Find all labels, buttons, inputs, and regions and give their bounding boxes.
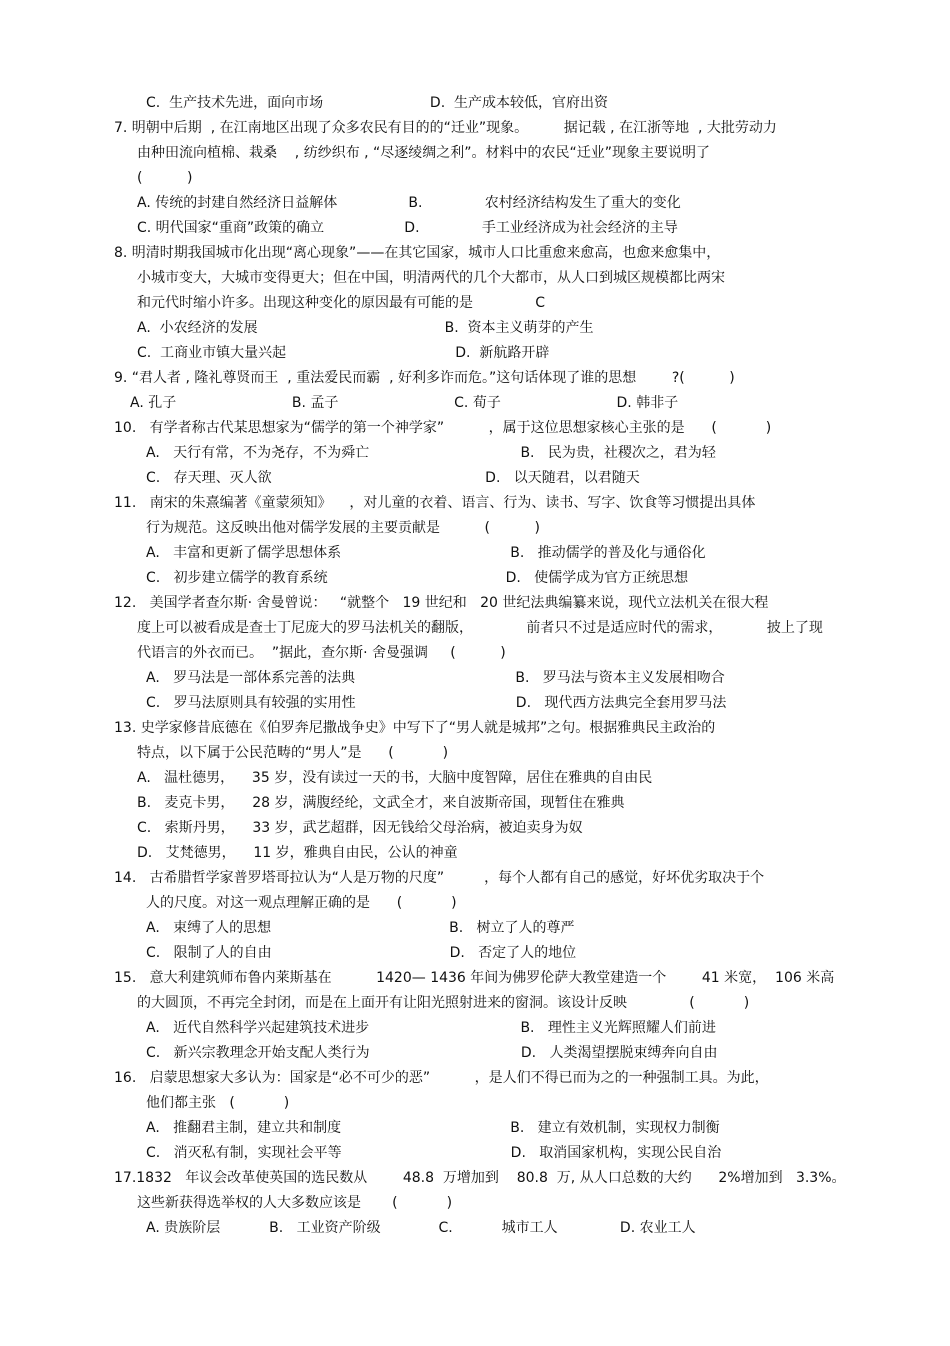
q17-stem-line2: 这些新获得选举权的人大多数应该是 ( ) bbox=[137, 1195, 453, 1211]
q8-options-ab: A. 小农经济的发展 B. 资本主义萌芽的产生 bbox=[137, 320, 594, 336]
q13-option-c: C. 索斯丹男， 33 岁，武艺超群，因无钱给父母治病，被迫卖身为奴 bbox=[137, 820, 583, 836]
q14-stem-line1: 14. 古希腊哲学家普罗塔哥拉认为“人是万物的尺度” ，每个人都有自己的感觉，好坏优劣取决于个 bbox=[114, 870, 765, 886]
q16-options-ab: A. 推翻君主制，建立共和制度 B. 建立有效机制，实现权力制衡 bbox=[146, 1120, 720, 1136]
q14-options-ab: A. 束缚了人的思想 B. 树立了人的尊严 bbox=[146, 920, 575, 936]
q7-stem-line1: 7. 明朝中后期 , 在江南地区出现了众多农民有目的的“迁业”现象。 据记载 , 在江浙等地 , 大批劳动力 bbox=[114, 120, 777, 136]
q7-options-cd: C. 明代国家“重商”政策的确立 D. 手工业经济成为社会经济的主导 bbox=[137, 220, 678, 236]
q13-option-b: B. 麦克卡男， 28 岁，满腹经纶，文武全才，来自波斯帝国，现暂住在雅典 bbox=[137, 795, 625, 811]
q14-options-cd: C. 限制了人的自由 D. 否定了人的地位 bbox=[146, 945, 577, 961]
q12-options-ab: A. 罗马法是一部体系完善的法典 B. 罗马法与资本主义发展相吻合 bbox=[146, 670, 725, 686]
q15-options-ab: A. 近代自然科学兴起建筑技术进步 B. 理性主义光辉照耀人们前进 bbox=[146, 1020, 716, 1036]
q8-stem-line2: 小城市变大，大城市变得更大；但在中国，明清两代的几个大都市，从人口到城区规模都比两宋 bbox=[137, 270, 725, 286]
q6-options-cd: C. 生产技术先进，面向市场 D. 生产成本较低，官府出资 bbox=[146, 95, 609, 111]
q14-stem-line2: 人的尺度。对这一观点理解正确的是 ( ) bbox=[146, 895, 457, 911]
q11-options-ab: A. 丰富和更新了儒学思想体系 B. 推动儒学的普及化与通俗化 bbox=[146, 545, 706, 561]
q9-stem: 9. “君人者 , 隆礼尊贤而王 , 重法爱民而霸 , 好利多诈而危。”这句话体现了谁的思想 ?( ) bbox=[114, 370, 735, 386]
q16-stem-line2: 他们都主张 ( ) bbox=[146, 1095, 290, 1111]
q13-stem-line1: 13. 史学家修昔底德在《伯罗奔尼撒战争史》中写下了“男人就是城邦”之句。根据雅典民主政治的 bbox=[114, 720, 716, 736]
q12-stem-line1: 12. 美国学者查尔斯· 舍曼曾说： “就整个 19 世纪和 20 世纪法典编纂来说，现代立法机关在很大程 bbox=[114, 595, 769, 611]
q9-options: A. 孔子 B. 孟子 C. 荀子 D. 韩非子 bbox=[130, 395, 679, 411]
q13-option-a: A. 温杜德男， 35 岁，没有读过一天的书，大脑中度智障，居住在雅典的自由民 bbox=[137, 770, 653, 786]
q12-stem-line3: 代语言的外衣而已。 ”据此，查尔斯· 舍曼强调 ( ) bbox=[137, 645, 506, 661]
q8-stem-line1: 8. 明清时期我国城市化出现“离心现象”——在其它国家，城市人口比重愈来愈高，也愈来愈集中， bbox=[114, 245, 721, 261]
q15-stem-line1: 15. 意大利建筑师布鲁内莱斯基在 1420— 1436 年间为佛罗伦萨大教堂建造一个 41 米宽， 106 米高 bbox=[114, 970, 835, 986]
q8-stem-line3: 和元代时缩小许多。出现这种变化的原因最有可能的是 C bbox=[137, 295, 546, 311]
q11-stem-line2: 行为规范。这反映出他对儒学发展的主要贡献是 ( ) bbox=[146, 520, 540, 536]
q10-options-ab: A. 天行有常，不为尧存，不为舜亡 B. 民为贵，社稷次之，君为轻 bbox=[146, 445, 716, 461]
q11-stem-line1: 11. 南宋的朱熹编著《童蒙须知》 ，对儿童的衣着、语言、行为、读书、写字、饮食等习惯提出具体 bbox=[114, 495, 756, 511]
q8-options-cd: C. 工商业市镇大量兴起 D. 新航路开辟 bbox=[137, 345, 550, 361]
q13-stem-line2: 特点，以下属于公民范畴的“男人”是 ( ) bbox=[137, 745, 449, 761]
q16-stem-line1: 16. 启蒙思想家大多认为：国家是“必不可少的恶” ，是人们不得已而为之的一种强制工具。为此， bbox=[114, 1070, 769, 1086]
q10-stem: 10. 有学者称古代某思想家为“儒学的第一个神学家” ，属于这位思想家核心主张的是 ( ) bbox=[114, 420, 772, 436]
q12-options-cd: C. 罗马法原则具有较强的实用性 D. 现代西方法典完全套用罗马法 bbox=[146, 695, 727, 711]
q7-options-ab: A. 传统的封建自然经济日益解体 B. 农村经济结构发生了重大的变化 bbox=[137, 195, 681, 211]
q16-options-cd: C. 消灭私有制，实现社会平等 D. 取消国家机构，实现公民自治 bbox=[146, 1145, 722, 1161]
q17-stem-line1: 17.1832 年议会改革使英国的选民数从 48.8 万增加到 80.8 万, 从人口总数的大约 2%增加到 3.3%。 bbox=[114, 1170, 846, 1186]
q11-options-cd: C. 初步建立儒学的教育系统 D. 使儒学成为官方正统思想 bbox=[146, 570, 689, 586]
q15-options-cd: C. 新兴宗教理念开始支配人类行为 D. 人类渴望摆脱束缚奔向自由 bbox=[146, 1045, 718, 1061]
q7-answer-paren: ( ) bbox=[137, 170, 193, 186]
q7-stem-line2: 由种田流向植棉、栽桑 , 纺纱织布 , “尽逐绫绸之利”。材料中的农民“迁业”现象主要说明了 bbox=[137, 145, 711, 161]
q10-options-cd: C. 存天理、灭人欲 D. 以天随君，以君随天 bbox=[146, 470, 640, 486]
q17-options: A. 贵族阶层 B. 工业资产阶级 C. 城市工人 D. 农业工人 bbox=[146, 1220, 696, 1236]
q13-option-d: D. 艾梵德男， 11 岁，雅典自由民，公认的神童 bbox=[137, 845, 458, 861]
q15-stem-line2: 的大圆顶，不再完全封闭，而是在上面开有让阳光照射进来的窗洞。该设计反映 ( ) bbox=[137, 995, 750, 1011]
q12-stem-line2: 度上可以被看成是查士丁尼庞大的罗马法机关的翻版， 前者只不过是适应时代的需求， 披上了现 bbox=[137, 620, 823, 636]
